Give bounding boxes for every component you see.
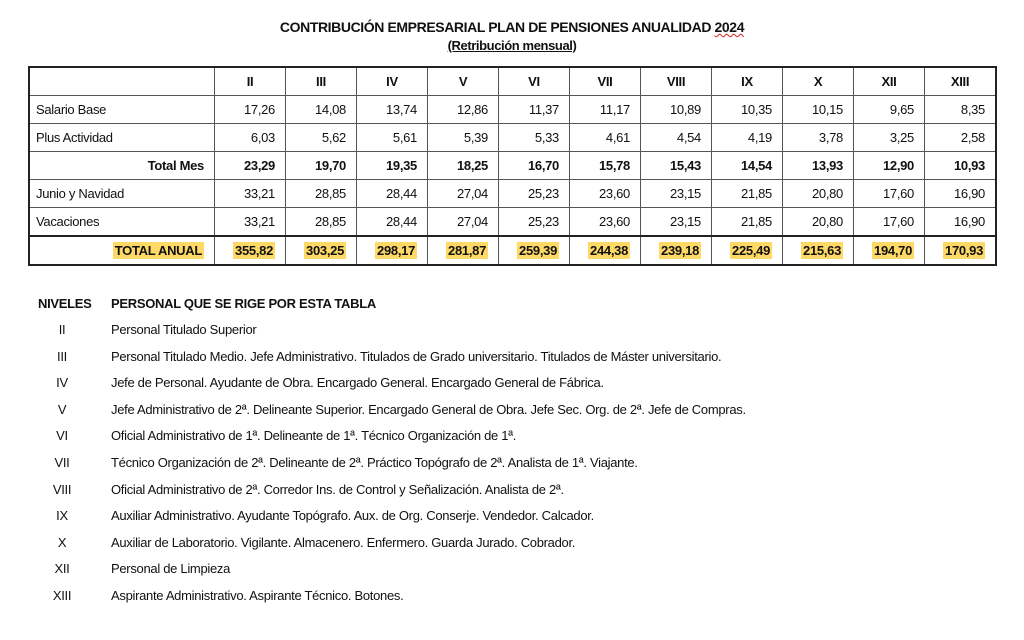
level-code: X: [57, 534, 67, 550]
table-cell: 25,23: [499, 180, 570, 208]
column-header: XIII: [925, 67, 997, 96]
level-code: VII: [54, 454, 70, 470]
table-cell: 16,90: [925, 180, 997, 208]
levels-header: NIVELES: [38, 296, 92, 311]
table-cell: 17,60: [854, 208, 925, 237]
table-cell: 21,85: [712, 180, 783, 208]
level-description: Oficial Administrativo de 2ª. Corredor Ins. de Control y Señalización. Analista de 2ª.: [111, 481, 564, 497]
list-item: [28, 561, 1008, 588]
highlighted-value: 259,39: [519, 243, 557, 258]
level-description: Personal de Limpieza: [111, 561, 231, 577]
table-cell: 11,37: [499, 96, 570, 124]
list-item: [28, 588, 1008, 615]
level-description: Auxiliar Administrativo. Ayudante Topógrafo. Aux. de Org. Conserje. Vendedor. Calcador.: [111, 508, 594, 524]
table-cell: 18,25: [428, 152, 499, 180]
table-cell: 4,61: [570, 124, 641, 152]
table-cell: [357, 236, 428, 265]
table-cell: 4,19: [712, 124, 783, 152]
table-cell: 16,90: [925, 208, 997, 237]
level-description: Personal Titulado Superior: [111, 322, 257, 337]
table-cell: 28,44: [357, 180, 428, 208]
title-text: CONTRIBUCIÓN EMPRESARIAL PLAN DE PENSIONES ANUALIDAD: [279, 19, 712, 35]
row-label: Junio y Navidad: [29, 180, 215, 208]
table-cell: 28,85: [286, 180, 357, 208]
table-cell: 19,35: [357, 152, 428, 180]
column-header: V: [428, 67, 499, 96]
title-year: 2024: [714, 19, 745, 35]
level-description: Aspirante Administrativo. Aspirante Técnico. Botones.: [111, 587, 404, 603]
column-header: VIII: [641, 67, 712, 96]
highlighted-value: 281,87: [448, 243, 486, 258]
table-cell: 10,35: [712, 96, 783, 124]
table-cell: 23,15: [641, 180, 712, 208]
table-cell: 13,93: [783, 152, 854, 180]
document-title: [0, 18, 1024, 36]
table-cell: 5,39: [428, 124, 499, 152]
level-description: Personal Titulado Medio. Jefe Administrativo. Titulados de Grado universitario. Titulados de Máster universitario.: [111, 348, 722, 364]
list-item: [28, 349, 1008, 376]
level-code: VI: [56, 428, 68, 444]
table-cell: 15,78: [570, 152, 641, 180]
table-cell: 25,23: [499, 208, 570, 237]
list-item: [28, 455, 1008, 482]
table-cell: [286, 236, 357, 265]
table-cell: [925, 236, 997, 265]
table-cell: 10,89: [641, 96, 712, 124]
table-cell: 20,80: [783, 180, 854, 208]
level-code: XIII: [52, 587, 72, 603]
table-cell: [215, 236, 286, 265]
table-row-plus-actividad: [29, 124, 996, 152]
table-cell: 28,85: [286, 208, 357, 237]
table-row-total-mes: [29, 152, 996, 180]
table-cell: 13,74: [357, 96, 428, 124]
table-cell: 28,44: [357, 208, 428, 237]
table-cell: [428, 236, 499, 265]
levels-list: [28, 322, 1008, 615]
subtitle-text: (Retribución mensual): [447, 38, 577, 53]
row-label: [29, 236, 215, 265]
table-cell: 11,17: [570, 96, 641, 124]
list-item: [28, 535, 1008, 562]
row-label: Plus Actividad: [29, 124, 215, 152]
column-header: VI: [499, 67, 570, 96]
column-header: IV: [357, 67, 428, 96]
table-cell: 12,86: [428, 96, 499, 124]
level-code: V: [57, 401, 67, 417]
list-item: [28, 322, 1008, 349]
table-cell: 20,80: [783, 208, 854, 237]
table-cell: 15,43: [641, 152, 712, 180]
table-cell: 5,62: [286, 124, 357, 152]
list-item: [28, 375, 1008, 402]
table-cell: 10,93: [925, 152, 997, 180]
table-row-vacaciones: [29, 208, 996, 237]
table-cell: [712, 236, 783, 265]
table-cell: 21,85: [712, 208, 783, 237]
column-header: IX: [712, 67, 783, 96]
table-cell: 23,60: [570, 208, 641, 237]
table-cell: 3,25: [854, 124, 925, 152]
list-item: [28, 402, 1008, 429]
table-cell: 27,04: [428, 208, 499, 237]
table-cell: 2,58: [925, 124, 997, 152]
highlighted-value: 298,17: [377, 243, 415, 258]
level-description: Técnico Organización de 2ª. Delineante de 2ª. Práctico Topógrafo de 2ª. Analista de 1ª. Viajante.: [111, 454, 638, 470]
table-cell: 16,70: [499, 152, 570, 180]
column-header: VII: [570, 67, 641, 96]
table-cell: [854, 236, 925, 265]
highlighted-value: 303,25: [306, 243, 344, 258]
table-cell: [783, 236, 854, 265]
table-cell: 23,15: [641, 208, 712, 237]
highlighted-value: 355,82: [235, 243, 273, 258]
row-label-highlight: TOTAL ANUAL: [114, 243, 202, 258]
table-row-salario-base: [29, 96, 996, 124]
level-code: II: [58, 322, 66, 337]
level-description: Oficial Administrativo de 1ª. Delineante de 1ª. Técnico Organización de 1ª.: [111, 428, 517, 444]
level-code: VIII: [52, 481, 72, 497]
column-header: II: [215, 67, 286, 96]
table-cell: 23,60: [570, 180, 641, 208]
empty-corner-cell: [29, 67, 215, 96]
personnel-header: PERSONAL QUE SE RIGE POR ESTA TABLA: [111, 296, 376, 311]
level-code: IX: [56, 508, 68, 524]
table-row-total-anual: [29, 236, 996, 265]
highlighted-value: 239,18: [661, 243, 699, 258]
table-cell: 9,65: [854, 96, 925, 124]
table-cell: [499, 236, 570, 265]
table-cell: 10,15: [783, 96, 854, 124]
row-label: Vacaciones: [29, 208, 215, 237]
table-cell: 19,70: [286, 152, 357, 180]
table-cell: 33,21: [215, 208, 286, 237]
column-header: XII: [854, 67, 925, 96]
table-cell: 5,61: [357, 124, 428, 152]
level-description: Auxiliar de Laboratorio. Vigilante. Almacenero. Enfermero. Guarda Jurado. Cobrador.: [111, 534, 576, 550]
list-item: [28, 508, 1008, 535]
highlighted-value: 215,63: [803, 243, 841, 258]
column-header: III: [286, 67, 357, 96]
document-subtitle: [0, 38, 1024, 54]
table-cell: 6,03: [215, 124, 286, 152]
table-cell: 4,54: [641, 124, 712, 152]
table-cell: 17,26: [215, 96, 286, 124]
highlighted-value: 225,49: [732, 243, 770, 258]
row-label: Salario Base: [29, 96, 215, 124]
level-description: Jefe de Personal. Ayudante de Obra. Encargado General. Encargado General de Fábrica.: [111, 375, 604, 391]
table-cell: 12,90: [854, 152, 925, 180]
level-code: III: [57, 348, 67, 364]
row-label: Total Mes: [29, 152, 215, 180]
table-cell: 14,54: [712, 152, 783, 180]
table-cell: [641, 236, 712, 265]
table-cell: 5,33: [499, 124, 570, 152]
table-cell: 8,35: [925, 96, 997, 124]
level-code: XII: [54, 561, 70, 577]
table-cell: [570, 236, 641, 265]
table-row-junio-navidad: [29, 180, 996, 208]
highlighted-value: 244,38: [590, 243, 628, 258]
column-header: X: [783, 67, 854, 96]
list-item: [28, 428, 1008, 455]
highlighted-value: 194,70: [874, 243, 912, 258]
table-cell: 17,60: [854, 180, 925, 208]
table-cell: 33,21: [215, 180, 286, 208]
table-cell: 14,08: [286, 96, 357, 124]
highlighted-value: 170,93: [945, 243, 983, 258]
table-cell: 23,29: [215, 152, 286, 180]
list-item: [28, 482, 1008, 509]
table-cell: 3,78: [783, 124, 854, 152]
table-cell: 27,04: [428, 180, 499, 208]
contribution-table: [28, 66, 997, 266]
level-code: IV: [56, 375, 68, 391]
level-description: Jefe Administrativo de 2ª. Delineante Superior. Encargado General de Obra. Jefe Sec. Org. de 2ª. Jefe de Compras.: [111, 401, 746, 417]
table-header-row: [29, 67, 996, 96]
